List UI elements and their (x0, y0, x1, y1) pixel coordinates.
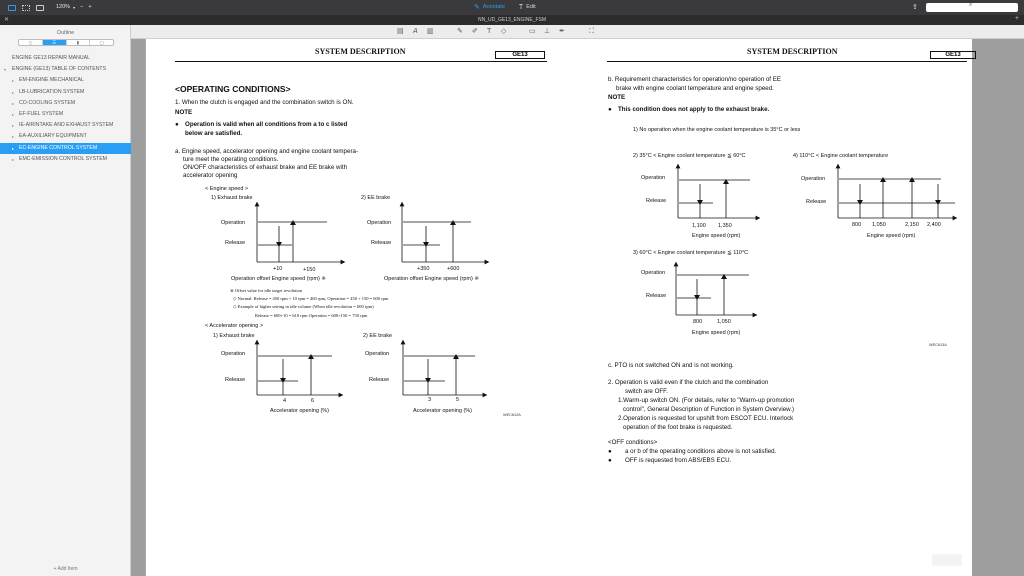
outline-list (0, 53, 131, 165)
x-axis-label: Accelerator opening (%) (270, 408, 330, 414)
crop-icon[interactable]: ⛶ (589, 28, 594, 35)
outline-item[interactable] (0, 98, 131, 109)
model-code-badge: GE13 (930, 51, 976, 59)
outline-item[interactable] (0, 120, 131, 131)
bullet-dot: ● (608, 448, 612, 455)
chevron-right-icon[interactable]: ▸ (12, 134, 15, 140)
sub-item-2-line-1: 2.Operation is requested for upshift from ESCOT ECU. Interlock (618, 415, 794, 422)
accelerator-caption: < Accelerator opening > (205, 323, 264, 329)
outline-item-label: EA-AUXILIARY EQUIPMENT (19, 133, 87, 140)
condition-b-line-2: brake with engine coolant temperature and engine speed. (616, 85, 774, 92)
chevron-right-icon[interactable]: ▸ (12, 111, 15, 117)
outline-item[interactable] (0, 53, 131, 64)
outline-item-label: EMC-EMISSION CONTROL SYSTEM (19, 155, 108, 162)
tick-label: 2,150 (905, 222, 919, 228)
chevron-right-icon[interactable]: ▸ (12, 78, 15, 84)
note-bullet: This condition does not apply to the exhaust brake. (618, 106, 770, 113)
note-bullet-line-2: below are satisfied. (185, 130, 243, 137)
note-label: NOTE (175, 109, 193, 116)
chevron-right-icon[interactable]: ▸ (12, 123, 15, 129)
tick-label: +350 (417, 266, 430, 272)
offset-note-3: ◇ Example of higher setting in idle volume (When idle revolution = 600 rpm) (233, 304, 374, 309)
note-label: NOTE (608, 94, 626, 101)
tick-label: 5 (456, 397, 460, 403)
axis-label-release: Release (646, 293, 667, 299)
axis-label-release: Release (225, 240, 246, 246)
axis-label-operation: Operation (221, 351, 246, 357)
zoom-in-button[interactable]: + (88, 4, 92, 10)
engine-speed-caption: < Engine speed > (205, 186, 249, 192)
close-icon[interactable]: ✕ (4, 17, 10, 23)
tab-bookmarks[interactable] (67, 40, 91, 45)
zoom-level-dropdown[interactable]: 120% (56, 4, 71, 10)
axis-label-operation: Operation (221, 220, 246, 226)
graph-title-3: 3) 60°C < Engine coolant temperature ≦ 110°C (633, 250, 749, 256)
outline-item-label: ENGINE GE13 REPAIR MANUAL (12, 55, 91, 61)
outline-item-label: EC-ENGINE CONTROL SYSTEM (19, 144, 98, 151)
tick-label: 1,100 (692, 223, 706, 229)
eraser-icon[interactable]: ✐ (472, 28, 478, 35)
tab-annotations[interactable] (90, 40, 113, 45)
outline-item[interactable] (0, 64, 131, 75)
sidebar-view-tabs (18, 39, 114, 46)
axis-label-operation: Operation (801, 176, 826, 182)
graph-ee-title: 2) EE brake (361, 195, 391, 201)
offset-note-1: ※ Offset value for idle target revolution (230, 288, 303, 293)
text-style-icon[interactable]: A (413, 28, 418, 35)
x-axis-label: Engine speed (rpm) (692, 330, 741, 336)
outline-sidebar (0, 25, 131, 576)
outline-item[interactable] (0, 131, 131, 142)
axis-label-operation: Operation (367, 220, 392, 226)
condition-a-line-4: accelerator opening (183, 172, 238, 179)
right-page-graphs (145, 39, 972, 576)
tick-label: 800 (852, 222, 862, 228)
chevron-down-icon[interactable]: ▾ (4, 67, 7, 73)
tab-thumbnails[interactable] (19, 40, 43, 45)
chevron-right-icon[interactable]: ▸ (12, 156, 15, 162)
shapes-icon[interactable]: ◇ (501, 28, 507, 35)
axis-label-release: Release (806, 199, 827, 205)
tick-label: +600 (447, 266, 460, 272)
sub-item-2-line-2: operation of the foot brake is requested. (623, 424, 733, 431)
model-code-badge: GE13 (495, 51, 545, 59)
tick-label: +10 (273, 266, 283, 272)
outline-item[interactable] (0, 143, 131, 154)
axis-label-operation: Operation (641, 270, 666, 276)
condition-b-line-1: b. Requirement characteristics for operation/no operation of EE (608, 76, 781, 83)
tab-outline[interactable] (43, 40, 67, 45)
document-canvas[interactable] (131, 39, 1024, 576)
sidebar-toggle-icon[interactable] (8, 5, 16, 11)
x-axis-label: Operation offset Engine speed (rpm) ※ (231, 276, 327, 282)
share-icon[interactable]: ⇪ (912, 4, 918, 11)
annotate-label: Annotate (482, 4, 505, 10)
page-spread (145, 39, 972, 576)
page-corner-widget (932, 554, 962, 566)
note-bullet-line-1: Operation is valid when all conditions from a to c listed (185, 121, 348, 128)
edit-mode-button[interactable] (519, 0, 536, 15)
tick-label: +150 (303, 267, 316, 273)
tick-label: 1,350 (718, 223, 732, 229)
condition-item-2-line-2: switch are OFF. (625, 388, 668, 395)
outline-item-label: EM-ENGINE MECHANICAL (19, 77, 84, 84)
axis-label-operation: Operation (365, 351, 390, 357)
axis-label-release: Release (371, 240, 392, 246)
offset-note-4: Release = 600+10 = 610 rpm Operation = 600+150 = 750 rpm (255, 313, 368, 318)
off-conditions-heading: <OFF conditions> (608, 439, 658, 446)
x-axis-label: Operation offset Engine speed (rpm) ※ (384, 276, 480, 282)
outline-item-label: IE-AIRINTAKE AND EXHAUST SYSTEM (19, 122, 114, 129)
graph-exhaust-title: 1) Exhaust brake (213, 333, 255, 339)
tick-label: 800 (693, 319, 703, 325)
contact-sheet-icon[interactable] (36, 5, 44, 11)
stamp-icon[interactable]: ⊥ (544, 28, 551, 35)
pencil-icon[interactable]: ✎ (457, 28, 463, 35)
tick-label: 2,400 (927, 222, 941, 228)
bullet-dot: ● (608, 106, 612, 113)
graph-title-1: 1) No operation when the engine coolant temperature is 35°C or less (633, 127, 801, 133)
outline-item-label: EF-FUEL SYSTEM (19, 110, 64, 117)
text-cursor-icon: T (518, 4, 524, 11)
outline-item-label: ENGINE (GE13) TABLE OF CONTENTS (12, 66, 107, 73)
tick-label: 4 (283, 398, 287, 404)
annotate-mode-button[interactable] (474, 0, 505, 15)
x-axis-label: Accelerator opening (%) (413, 408, 473, 414)
axis-label-release: Release (646, 198, 667, 204)
figure-code: WEC612A (503, 413, 521, 417)
zoom-out-button[interactable]: − (80, 4, 84, 10)
tick-label: 3 (428, 397, 432, 403)
x-axis-label: Engine speed (rpm) (867, 233, 916, 239)
bullet-dot: ● (608, 457, 612, 464)
outline-item[interactable] (0, 109, 131, 120)
outline-item[interactable] (0, 154, 131, 165)
chevron-right-icon[interactable]: ▸ (12, 89, 15, 95)
figure-code: WEC613A (929, 343, 947, 347)
condition-c: c. PTO is not switched ON and is not working. (608, 362, 734, 369)
tick-label: 1,050 (717, 319, 731, 325)
comment-icon[interactable]: ▭ (529, 28, 536, 35)
new-tab-icon[interactable]: + (1014, 15, 1019, 22)
off-condition-1: a or b of the operating conditions above is not satisfied. (625, 448, 777, 455)
document-tab-bar (0, 15, 1024, 25)
section-heading: <OPERATING CONDITIONS> (175, 84, 291, 94)
bookmark-icon: ▮ (76, 39, 80, 45)
text-tool-icon[interactable]: T (487, 28, 492, 35)
annotation-toolbar (131, 25, 1024, 39)
top-toolbar (0, 0, 1024, 15)
outline-item-label: CO-COOLING SYSTEM (19, 99, 76, 106)
condition-item-2-line-1: 2. Operation is valid even if the clutch and the combination (608, 379, 769, 386)
chevron-right-icon[interactable]: ▸ (12, 100, 15, 106)
search-input[interactable] (926, 3, 1018, 12)
highlight-icon[interactable]: ▥ (427, 28, 434, 35)
outline-item[interactable] (0, 75, 131, 86)
page-header-title: SYSTEM DESCRIPTION (315, 47, 406, 56)
page-icon: ▯ (29, 39, 32, 45)
tick-label: 6 (311, 398, 315, 404)
graph-ee-title: 2) EE brake (363, 333, 393, 339)
outline-item[interactable] (0, 87, 131, 98)
document-title: NN_UD_GE13_ENGINE_FSM (477, 17, 547, 23)
signature-icon[interactable]: ✒ (559, 28, 565, 35)
tick-label: 1,050 (872, 222, 886, 228)
sub-item-1-line-2: control", General Description of Function in System Overview.) (623, 406, 795, 413)
text-box-icon[interactable]: ▤ (397, 28, 404, 35)
page-header-title: SYSTEM DESCRIPTION (747, 47, 838, 56)
condition-item-1: 1. When the clutch is engaged and the combination switch is ON. (175, 99, 354, 106)
edit-label: Edit (526, 4, 536, 10)
chevron-down-icon: ▾ (73, 5, 76, 10)
outline-item-label: LB-LUBRICATION SYSTEM (19, 88, 85, 95)
chevron-right-icon[interactable]: ▸ (12, 145, 15, 151)
thumbnail-grid-icon[interactable] (22, 5, 30, 11)
pen-icon: ✎ (474, 4, 480, 11)
search-icon: ⌕ (969, 2, 973, 8)
graph-exhaust-title: 1) Exhaust brake (211, 195, 253, 201)
sub-item-1-line-1: 1.Warm-up switch ON. (For details, refer to "Warm-up promotion (618, 397, 795, 404)
off-condition-2: OFF is requested from ABS/EBS ECU. (625, 457, 732, 464)
axis-label-operation: Operation (641, 175, 666, 181)
condition-a-line-2: ture meet the operating conditions. (183, 156, 279, 163)
condition-a-line-3: ON/OFF characteristics of exhaust brake and EE brake with (183, 164, 348, 171)
list-icon: ☰ (52, 39, 57, 45)
condition-a-line-1: a. Engine speed, accelerator opening and engine coolant tempera- (175, 148, 359, 155)
axis-label-release: Release (225, 377, 246, 383)
sidebar-title: Outline (56, 30, 75, 36)
note-icon: ▢ (99, 39, 104, 45)
add-item-button[interactable]: + Add Item (53, 566, 78, 572)
bullet-dot: ● (175, 121, 179, 128)
graph-title-2: 2) 35°C < Engine coolant temperature ≦ 60°C (633, 153, 746, 159)
offset-note-2: ◇ Normal: Release = 450 rpm + 10 rpm = 460 rpm, Operation = 450 + 150 = 600 rpm (233, 296, 389, 301)
graph-title-4: 4) 110°C < Engine coolant temperature (793, 153, 889, 159)
axis-label-release: Release (369, 377, 390, 383)
x-axis-label: Engine speed (rpm) (692, 233, 741, 239)
